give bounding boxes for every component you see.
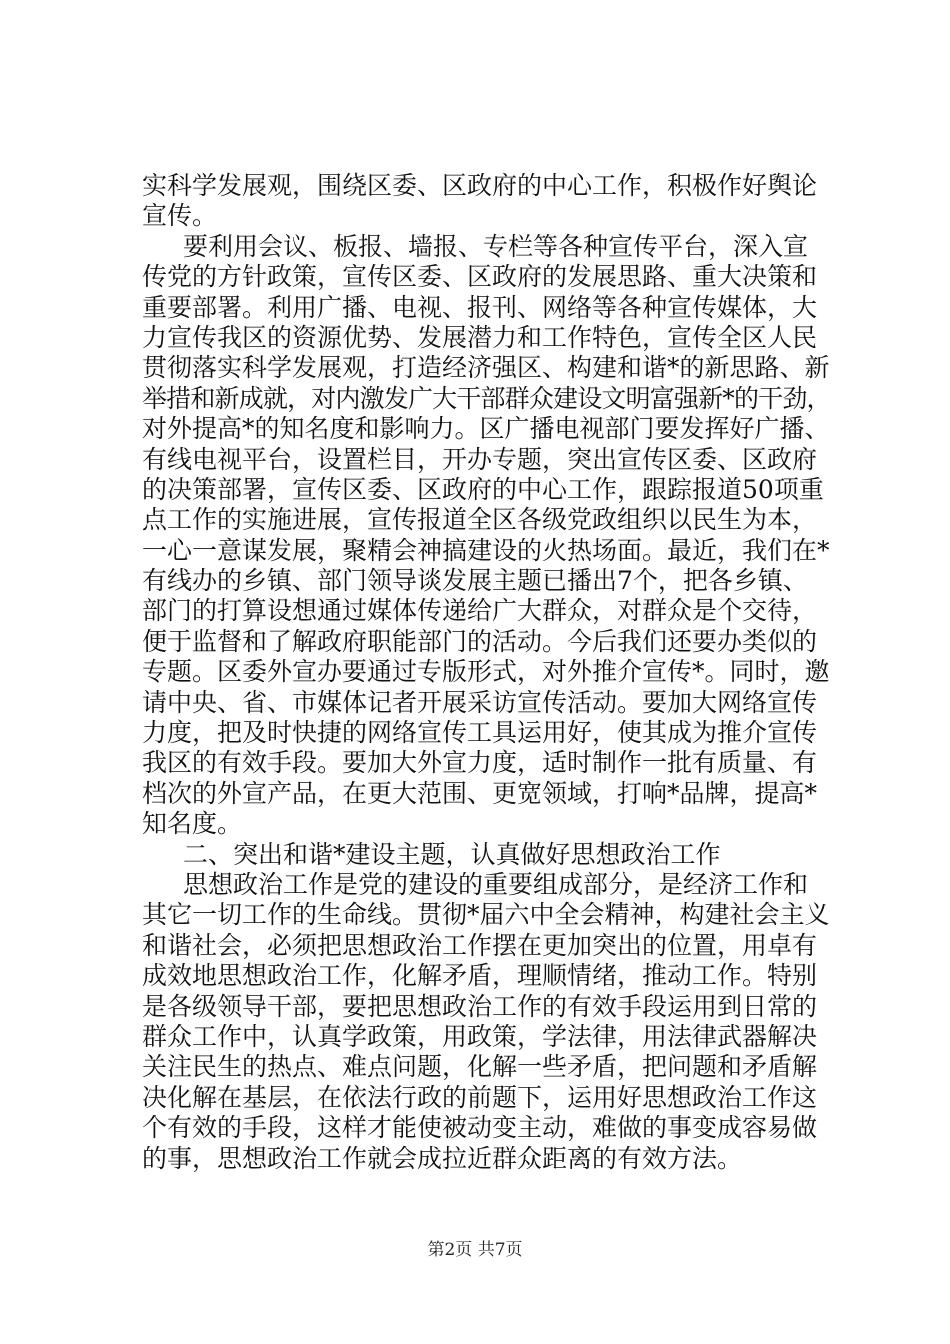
paragraph-first-line: 二、突出和谐*建设主题，认真做好思想政治工作 [183,839,721,869]
text-line: 便于监督和了解政府职能部门的活动。今后我们还要办类似的 [142,626,818,656]
text-line: 决化解在基层，在依法行政的前题下，运用好思想政治工作这 [142,1082,818,1112]
text-line: 力度，把及时快捷的网络宣传工具运用好，使其成为推介宣传 [142,718,818,748]
text-line: 传党的方针政策，宣传区委、区政府的发展思路、重大决策和 [142,262,818,292]
text-line: 部门的打算设想通过媒体传递给广大群众，对群众是个交待， [142,596,818,626]
text-line: 实科学发展观，围绕区委、区政府的中心工作，积极作好舆论 [142,171,818,200]
text-line: 专题。区委外宣办要通过专版形式，对外推介宣传*。同时，邀 [142,657,830,687]
text-line: 点工作的实施进展，宣传报道全区各级党政组织以民生为本， [142,505,818,535]
text-line: 举措和新成就，对内激发广大干部群众建设文明富强新*的干劲， [142,383,831,413]
text-line: 力宣传我区的资源优势、发展潜力和工作特色，宣传全区人民 [142,322,818,352]
text-line: 有线电视平台，设置栏目，开办专题，突出宣传区委、区政府 [142,444,818,474]
text-line: 重要部署。利用广播、电视、报刊、网络等各种宣传媒体，大 [142,292,818,322]
paragraph-first-line: 要利用会议、板报、墙报、专栏等各种宣传平台，深入宣 [183,231,809,261]
text-line: 我区的有效手段。要加大外宣力度，适时制作一批有质量、有 [142,748,818,778]
text-line: 成效地思想政治工作，化解矛盾，理顺情绪，推动工作。特别 [142,961,818,991]
text-line: 知名度。 [142,809,243,839]
text-line: 其它一切工作的生命线。贯彻*届六中全会精神，构建社会主义 [142,900,830,930]
text-line: 的事，思想政治工作就会成拉近群众距离的有效方法。 [142,1143,743,1173]
document-body [142,171,832,1174]
page-footer: 第2页 共7页 [427,1240,523,1260]
text-line: 档次的外宣产品，在更大范围、更宽领域，打响*品牌，提高* [142,778,818,808]
text-line: 对外提高*的知名度和影响力。区广播电视部门要发挥好广播、 [142,414,830,444]
text-line: 群众工作中，认真学政策，用政策，学法律，用法律武器解决 [142,1021,818,1051]
text-line: 贯彻落实科学发展观，打造经济强区、构建和谐*的新思路、新 [142,353,830,383]
text-line: 有线办的乡镇、部门领导谈发展主题已播出7个，把各乡镇、 [142,566,808,596]
text-line: 宣传。 [142,201,218,231]
text-line: 的决策部署，宣传区委、区政府的中心工作，跟踪报道50项重 [142,474,824,504]
text-line: 一心一意谋发展，聚精会神搞建设的火热场面。最近，我们在* [142,535,830,565]
text-line: 关注民生的热点、难点问题，化解一些矛盾，把问题和矛盾解 [142,1052,818,1082]
text-line: 和谐社会，必须把思想政治工作摆在更加突出的位置，用卓有 [142,930,818,960]
text-line: 请中央、省、市媒体记者开展采访宣传活动。要加大网络宣传 [142,687,818,717]
text-line: 个有效的手段，这样才能使被动变主动，难做的事变成容易做 [142,1113,818,1143]
paragraph-first-line: 思想政治工作是党的建设的重要组成部分，是经济工作和 [183,869,809,899]
text-line: 是各级领导干部，要把思想政治工作的有效手段运用到日常的 [142,991,818,1021]
